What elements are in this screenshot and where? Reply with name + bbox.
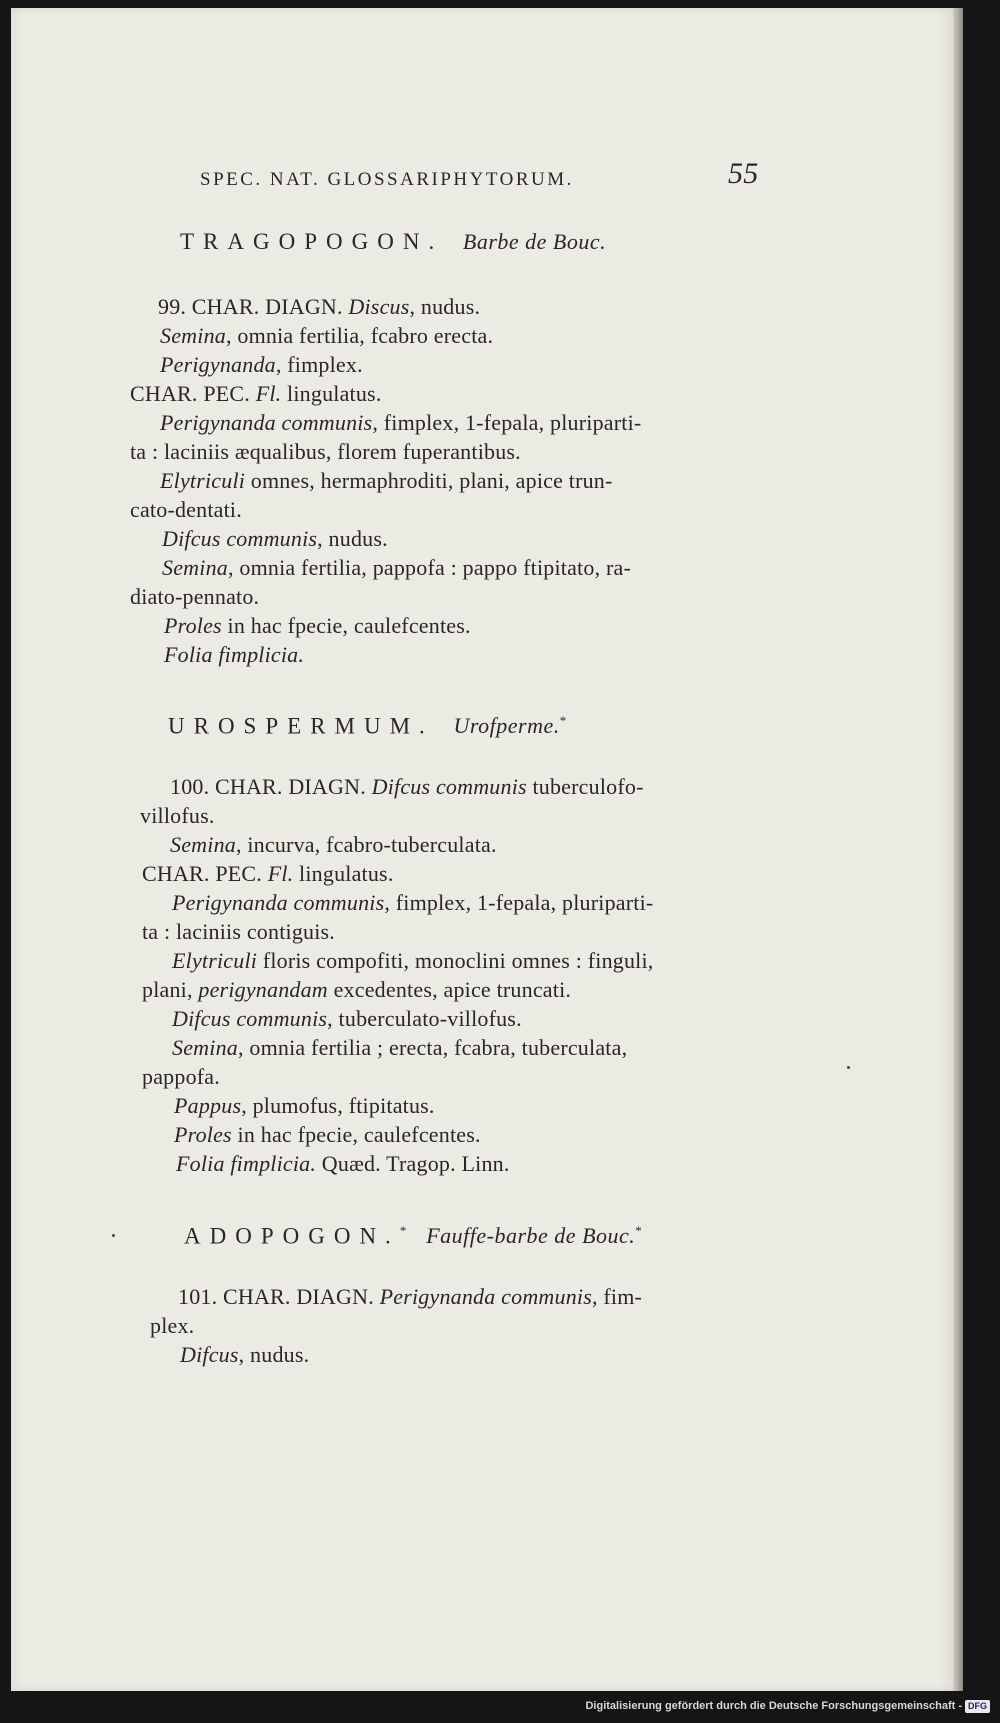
text: tuberculofo- xyxy=(526,774,644,799)
term: Elytriculi xyxy=(160,468,246,493)
text-line xyxy=(176,1150,510,1178)
page-edge xyxy=(953,8,963,1691)
text-line xyxy=(160,351,363,379)
term: Semina xyxy=(162,555,228,580)
dfg-logo: DFG xyxy=(965,1700,990,1713)
text: , plumofus, ftipitatus. xyxy=(241,1093,435,1118)
text: ta : laciniis contiguis. xyxy=(142,919,335,944)
text: excedentes, apice truncati. xyxy=(327,977,572,1002)
term: Folia fimplicia. xyxy=(176,1151,317,1176)
text: , tuberculato-villofus. xyxy=(327,1006,522,1031)
genus-title: UROSPERMUM. xyxy=(168,713,434,739)
text: in hac fpecie, caulefcentes. xyxy=(221,613,471,638)
term: Proles xyxy=(174,1122,232,1147)
text-line xyxy=(142,976,571,1004)
text-line xyxy=(172,889,653,917)
section-heading-tragopogon xyxy=(180,228,606,256)
label: CHAR. PEC. xyxy=(130,381,250,406)
term: Perigynanda xyxy=(160,352,276,377)
text-line xyxy=(172,1005,522,1033)
footnote-mark: * xyxy=(399,1223,407,1238)
text-line xyxy=(158,293,480,321)
text: cato-dentati. xyxy=(130,497,242,522)
text-line xyxy=(130,496,242,524)
text: , fimplex. xyxy=(275,352,363,377)
text: plex. xyxy=(150,1313,195,1338)
term: Folia fimplicia. xyxy=(164,642,305,667)
text: , nudus. xyxy=(409,294,481,319)
text: , nudus. xyxy=(317,526,388,551)
text: , fimplex, 1-fepala, pluriparti- xyxy=(372,410,642,435)
text: floris compofiti, monoclini omnes : finguli, xyxy=(257,948,654,973)
text: lingulatus. xyxy=(281,381,382,406)
text: villofus. xyxy=(140,803,215,828)
term: Difcus communis xyxy=(371,774,527,799)
genus-title: TRAGOPOGON. xyxy=(180,229,444,254)
footnote-mark: * xyxy=(635,1223,642,1238)
term: Fl. xyxy=(267,861,294,886)
text-line xyxy=(180,1341,309,1369)
text: , fim- xyxy=(591,1284,643,1309)
text: lingulatus. xyxy=(293,861,394,886)
text-line xyxy=(160,409,641,437)
digitization-credit xyxy=(0,1695,1000,1717)
genus-title: ADOPOGON. xyxy=(184,1223,400,1249)
text: , omnia fertilia, fcabro erecta. xyxy=(225,323,494,348)
credit-text: Digitalisierung gefördert durch die Deutsche Forschungsgemeinschaft - xyxy=(585,1700,962,1712)
text: omnes, hermaphroditi, plani, apice trun- xyxy=(245,468,613,493)
term: perigynandam xyxy=(198,977,328,1002)
text-line xyxy=(130,583,259,611)
text-line xyxy=(172,947,654,975)
text: , omnia fertilia, pappofa : pappo ftipitato, ra- xyxy=(227,555,631,580)
text-line xyxy=(150,1312,194,1340)
footnote-mark: * xyxy=(559,713,567,728)
text-line xyxy=(160,467,613,495)
text-line xyxy=(164,641,304,669)
text-line xyxy=(162,554,631,582)
term: Semina xyxy=(160,323,226,348)
term: Difcus communis xyxy=(162,526,318,551)
term: Fl. xyxy=(255,381,282,406)
term: Proles xyxy=(164,613,222,638)
text-line xyxy=(142,918,335,946)
term: Semina xyxy=(172,1035,238,1060)
text-line xyxy=(178,1283,642,1311)
text-line xyxy=(174,1092,435,1120)
text: , nudus. xyxy=(238,1342,310,1367)
text: , fimplex, 1-fepala, pluriparti- xyxy=(384,890,654,915)
entry-number: 99. CHAR. DIAGN. xyxy=(158,294,343,319)
text-line xyxy=(130,380,382,408)
text-line xyxy=(170,773,644,801)
term: Discus xyxy=(348,294,410,319)
text-line xyxy=(160,322,493,350)
term: Difcus xyxy=(180,1342,239,1367)
text-line xyxy=(130,438,521,466)
text: pappofa. xyxy=(142,1064,220,1089)
text: Quæd. Tragop. Linn. xyxy=(316,1151,510,1176)
section-heading-adopogon xyxy=(184,1217,642,1250)
text-line xyxy=(142,860,394,888)
french-name: Urofperme. xyxy=(453,713,560,739)
term: Difcus communis xyxy=(172,1006,328,1031)
term: Pappus xyxy=(174,1093,242,1118)
text-line xyxy=(140,802,215,830)
section-heading-urospermum xyxy=(168,707,566,740)
term: Perigynanda communis xyxy=(160,410,373,435)
text-line xyxy=(164,612,471,640)
term: Semina xyxy=(170,832,236,857)
french-name: Fauffe-barbe de Bouc. xyxy=(426,1223,636,1249)
term: Perigynanda communis xyxy=(172,890,385,915)
ink-speck xyxy=(112,1234,115,1237)
text-line xyxy=(142,1063,220,1091)
page-number: 55 xyxy=(728,157,759,190)
entry-number: 100. CHAR. DIAGN. xyxy=(170,774,366,799)
text: in hac fpecie, caulefcentes. xyxy=(231,1122,481,1147)
text-line xyxy=(174,1121,481,1149)
french-name: Barbe de Bouc. xyxy=(462,229,607,254)
term: Elytriculi xyxy=(172,948,258,973)
text: diato-pennato. xyxy=(130,584,260,609)
text-line xyxy=(162,525,388,553)
text: , incurva, fcabro-tuberculata. xyxy=(235,832,497,857)
ink-speck xyxy=(847,1066,850,1069)
text-line xyxy=(172,1034,627,1062)
text: , omnia fertilia ; erecta, fcabra, tuberculata, xyxy=(237,1035,628,1060)
running-title: SPEC. NAT. GLOSSARIPHYTORUM. xyxy=(200,169,574,190)
text: ta : laciniis æqualibus, florem fuperantibus. xyxy=(130,439,521,464)
entry-number: 101. CHAR. DIAGN. xyxy=(178,1284,374,1309)
label: CHAR. PEC. xyxy=(142,861,262,886)
text: plani, xyxy=(142,977,199,1002)
text-line xyxy=(170,831,497,859)
term: Perigynanda communis xyxy=(379,1284,592,1309)
